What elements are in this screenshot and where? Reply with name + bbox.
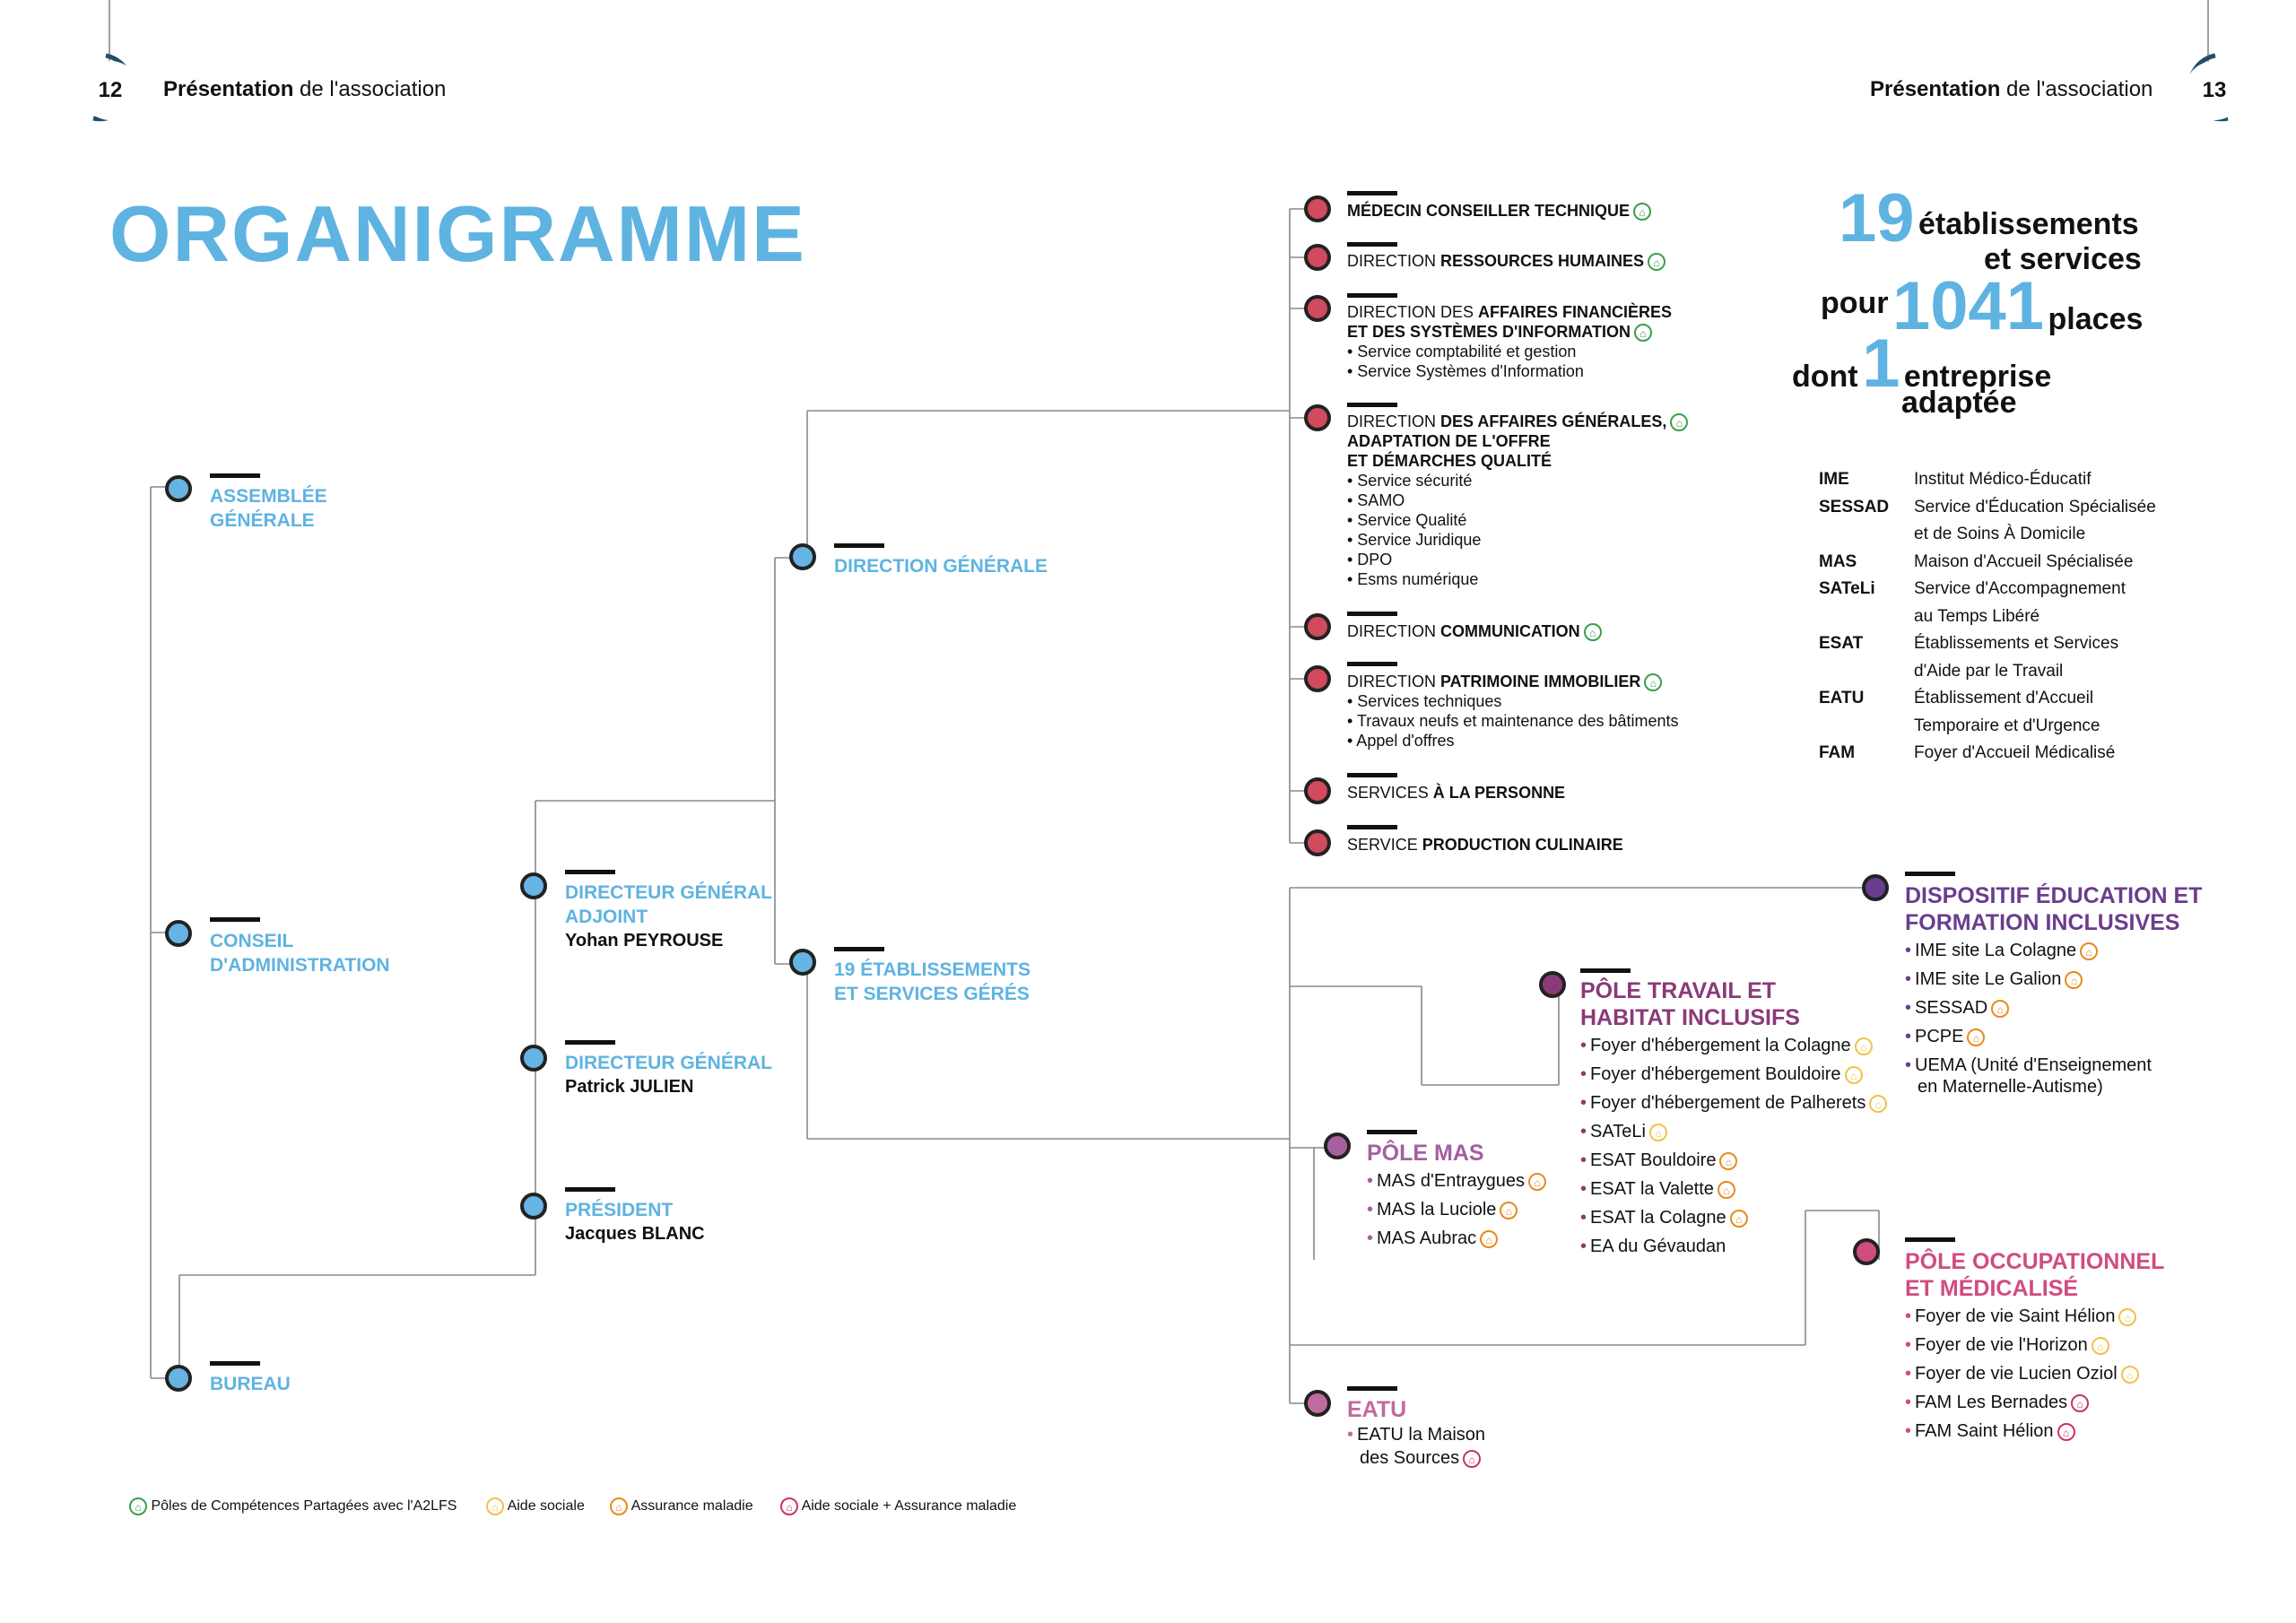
dir-daf: DIRECTION DES AFFAIRES FINANCIÈRES ET DES SYSTÈMES D'INFORMATION ⌂ • Service comptabilité et gestion • Service Systèmes d'Information [1347,303,1673,381]
node-dot-assemblee [165,475,192,502]
assurance-maladie-icon: ⌂ [1991,1000,2009,1018]
node-dot-mas [1324,1133,1351,1159]
node-dot-dg [520,1045,547,1072]
node-dot-president [520,1193,547,1219]
label-bar [1347,242,1397,247]
label-bar [565,1187,615,1192]
label-bar [1347,612,1397,616]
label-bar [1347,825,1397,829]
node-dot-dispositif [1862,874,1889,901]
label-bureau: BUREAU [210,1374,291,1394]
assurance-maladie-icon: ⌂ [1718,1181,1735,1199]
dir-patrimoine: DIRECTION PATRIMOINE IMMOBILIER ⌂ • Services techniques • Travaux neufs et maintenance des bâtiments • Appel d'offres [1347,673,1679,751]
assurance-maladie-icon: ⌂ [2080,942,2098,960]
assurance-maladie-icon: ⌂ [1528,1173,1546,1191]
shared-poles-icon: ⌂ [1633,203,1651,221]
node-dot-occupationnel [1853,1238,1880,1265]
shared-poles-icon: ⌂ [1670,413,1688,431]
aide-sociale-icon: ⌂ [2092,1337,2109,1355]
node-dot-eatu [1304,1390,1331,1417]
label-bar [565,1040,615,1045]
assurance-maladie-icon: ⌂ [610,1497,628,1515]
dir-com: DIRECTION COMMUNICATION ⌂ [1347,621,1602,641]
label-dga: DIRECTEUR GÉNÉRAL ADJOINT Yohan PEYROUSE [565,882,773,950]
stat-places: pour 1041 places [1821,268,2144,344]
pole-travail: PÔLE TRAVAIL ET HABITAT INCLUSIFS • Foyer d'hébergement la Colagne ⌂ • Foyer d'hébergement Bouldoire ⌂ • Foyer d'hébergement de Palherets ⌂ • SATeLi ⌂ • ESAT Bouldoire ⌂ • ESAT la Valette ⌂ • ESAT la Colagne ⌂ • EA du Gévaudan [1580,977,1887,1261]
node-dot-sap [1304,777,1331,804]
stat-entreprise: dont 1 entreprise [1792,325,2052,402]
page-number-right: 13 [2185,61,2244,120]
legend-poles: ⌂ Pôles de Compétences Partagées avec l'A2LFS [126,1497,457,1515]
label-president: PRÉSIDENT Jacques BLANC [565,1200,705,1244]
shared-poles-icon: ⌂ [1584,623,1602,641]
dir-sap: SERVICES À LA PERSONNE [1347,784,1566,802]
assurance-maladie-icon: ⌂ [1967,1028,1985,1046]
legend-both: ⌂ Aide sociale + Assurance maladie [777,1497,1016,1515]
label-bar [1905,1237,1955,1242]
dir-medecin: MÉDECIN CONSEILLER TECHNIQUE ⌂ [1347,201,1651,221]
assurance-maladie-icon: ⌂ [1480,1230,1498,1248]
label-bar [565,870,615,874]
node-dot-etablissements [789,949,816,976]
aide-sociale-icon: ⌂ [486,1497,504,1515]
page-title: ORGANIGRAMME [109,189,806,278]
legend-aide: ⌂ Aide sociale [483,1497,585,1515]
header-right-bold: Présentation [1870,77,2001,101]
stat-adaptee: adaptée [1901,386,2017,420]
label-bar [210,917,260,922]
label-bar [1347,773,1397,777]
assurance-maladie-icon: ⌂ [1719,1152,1737,1170]
assurance-maladie-icon: ⌂ [2065,971,2083,989]
label-bar [834,543,884,548]
label-bar [1347,403,1397,407]
aide-sociale-assurance-icon: ⌂ [2071,1394,2089,1412]
node-dot-dga [520,872,547,899]
node-dot-conseil [165,920,192,947]
label-bar [1367,1130,1417,1134]
label-bar [210,473,260,478]
node-dot-medecin [1304,195,1331,222]
aide-sociale-assurance-icon: ⌂ [2057,1423,2075,1441]
node-dot-bureau [165,1365,192,1392]
dir-spc: SERVICE PRODUCTION CULINAIRE [1347,836,1623,854]
header-left-rest: de l'association [293,77,447,101]
label-assemblee: ASSEMBLÉE GÉNÉRALE [210,486,327,531]
node-dot-daf [1304,295,1331,322]
shared-poles-icon: ⌂ [1634,324,1652,342]
stat-et-services: et services [1984,242,2142,276]
pole-occupationnel: PÔLE OCCUPATIONNEL ET MÉDICALISÉ • Foyer de vie Saint Hélion ⌂ • Foyer de vie l'Horizon ⌂ • Foyer de vie Lucien Oziol ⌂ • FAM Les Bernades ⌂ • FAM Saint Hélion ⌂ [1905,1249,2165,1441]
aide-sociale-icon: ⌂ [1649,1124,1667,1141]
label-bar [1347,191,1397,195]
node-dot-direction-generale [789,543,816,570]
header-left-bold: Présentation [163,77,294,101]
label-bar [1347,1386,1397,1391]
aide-sociale-assurance-icon: ⌂ [780,1497,798,1515]
label-direction-generale: DIRECTION GÉNÉRALE [834,556,1048,577]
label-dg: DIRECTEUR GÉNÉRAL Patrick JULIEN [565,1053,773,1097]
aide-sociale-icon: ⌂ [2121,1366,2139,1384]
node-dot-dag [1304,404,1331,431]
dir-rh: DIRECTION RESSOURCES HUMAINES ⌂ [1347,251,1665,271]
aide-sociale-icon: ⌂ [1869,1095,1887,1113]
pole-eatu: EATU • EATU la Maison des Sources ⌂ [1347,1397,1486,1468]
shared-poles-icon: ⌂ [1644,673,1662,691]
shared-poles-icon: ⌂ [1648,253,1665,271]
label-bar [210,1361,260,1366]
header-left [163,77,446,102]
node-dot-patrimoine [1304,665,1331,692]
pole-mas: PÔLE MAS • MAS d'Entraygues ⌂ • MAS la Luciole ⌂ • MAS Aubrac ⌂ [1367,1140,1546,1253]
assurance-maladie-icon: ⌂ [1500,1202,1518,1219]
header-right-rest: de l'association [2000,77,2153,101]
assurance-maladie-icon: ⌂ [1730,1210,1748,1228]
label-bar [834,947,884,951]
node-dot-rh [1304,244,1331,271]
node-dot-com [1304,613,1331,640]
page-number-left: 12 [81,61,140,120]
shared-poles-icon: ⌂ [129,1497,147,1515]
label-bar [1905,872,1955,876]
aide-sociale-icon: ⌂ [2118,1308,2136,1326]
stat-etablissements: 19 établissements [1839,180,2139,256]
dir-dag: DIRECTION DES AFFAIRES GÉNÉRALES, ⌂ ADAPTATION DE L'OFFRE ET DÉMARCHES QUALITÉ • Service sécurité • SAMO • Service Qualité • Service Juridique • DPO • Esms numérique [1347,412,1688,589]
abbreviations-list: IME Institut Médico-Éducatif SESSAD Service d'Éducation Spécialisée et de Soins À Domicile MAS Maison d'Accueil Spécialisée SATeLi Service d'Accompagnement au Temps Libéré ESAT Établissements et Services d'Aide par le Travail EATU Établissement d'Accueil Temporaire et d'Urgence FAM Foyer d'Accueil Médicalisé [1819,470,2156,762]
label-etablissements: 19 ÉTABLISSEMENTS ET SERVICES GÉRÉS [834,959,1031,1004]
node-dot-travail [1539,971,1566,998]
aide-sociale-assurance-icon: ⌂ [1463,1450,1481,1468]
label-bar [1347,293,1397,298]
aide-sociale-icon: ⌂ [1855,1037,1873,1055]
label-bar [1580,968,1631,973]
label-bar [1347,662,1397,666]
node-dot-spc [1304,829,1331,856]
pole-dispositif: DISPOSITIF ÉDUCATION ET FORMATION INCLUSIVES • IME site La Colagne ⌂ • IME site Le Galion ⌂ • SESSAD ⌂ • PCPE ⌂ • UEMA (Unité d'Enseignement en Maternelle-Autisme) [1905,883,2203,1097]
legend-assurance: ⌂ Assurance maladie [606,1497,753,1515]
aide-sociale-icon: ⌂ [1845,1066,1863,1084]
header-right [1870,77,2152,102]
label-conseil: CONSEIL D'ADMINISTRATION [210,931,390,976]
